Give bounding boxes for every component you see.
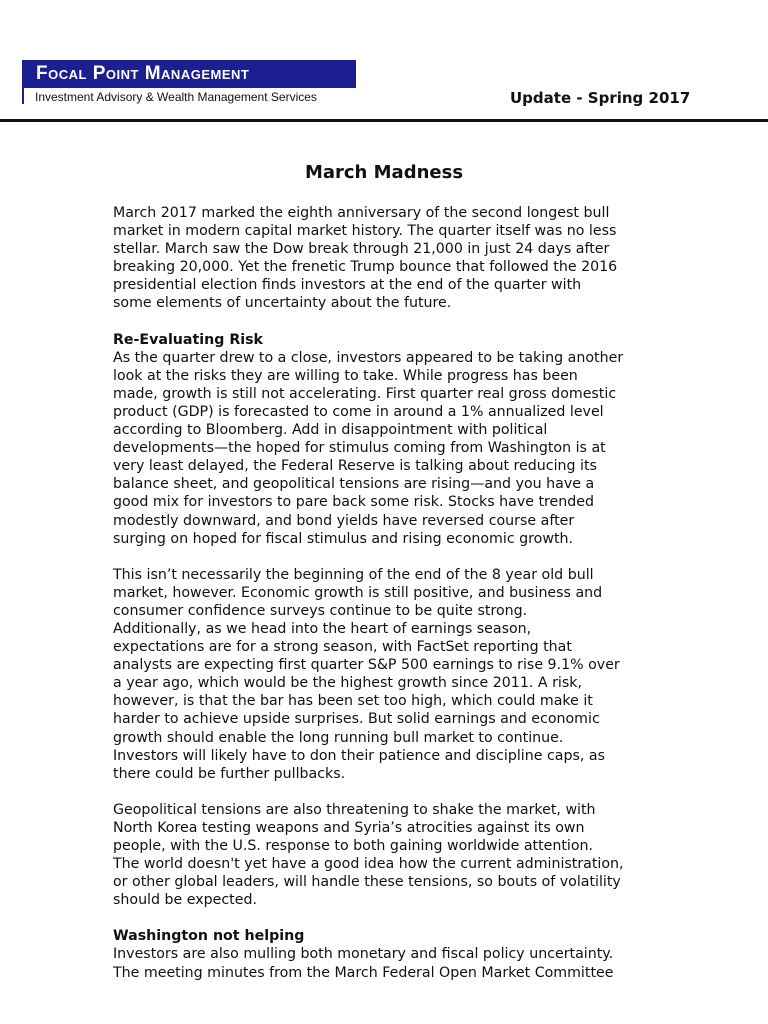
text-line: market, however. Economic growth is still positive, and business and <box>113 584 603 601</box>
text-line: consumer confidence surveys continue to be quite strong. <box>113 602 528 619</box>
company-tagline: Investment Advisory & Wealth Management Services <box>35 90 317 104</box>
update-label: Update - Spring 2017 <box>510 89 691 107</box>
text-line: developments—the hoped for stimulus coming from Washington is at <box>113 440 606 457</box>
text-line: growth should enable the long running bull market to continue. <box>113 729 564 746</box>
risk-paragraph-1 <box>113 349 661 548</box>
text-line: The world doesn't yet have a good idea how the current administration, <box>113 856 624 873</box>
text-line: presidential election finds investors at the end of the quarter with <box>113 277 582 294</box>
text-line: Additionally, as we head into the heart of earnings season, <box>113 620 532 637</box>
text-line: however, is that the bar has been set too high, which could make it <box>113 693 593 710</box>
article-title: March Madness <box>304 162 464 183</box>
risk-paragraph-2 <box>113 566 661 783</box>
article-body <box>113 204 661 982</box>
text-line: March 2017 marked the eighth anniversary of the second longest bull <box>113 205 610 221</box>
text-line: Investors are also mulling both monetary and fiscal policy uncertainty. <box>113 946 614 963</box>
text-line: some elements of uncertainty about the future. <box>113 295 452 312</box>
text-line: market in modern capital market history. The quarter itself was no less <box>113 223 617 240</box>
text-line: surging on hoped for fiscal stimulus and rising economic growth. <box>113 530 574 547</box>
text-line: As the quarter drew to a close, investors appeared to be taking another <box>113 349 624 366</box>
text-line: The meeting minutes from the March Federal Open Market Committee <box>113 964 614 981</box>
text-line: Geopolitical tensions are also threatening to shake the market, with <box>113 801 596 818</box>
text-line: product (GDP) is forecasted to come in around a 1% annualized level <box>113 403 604 420</box>
text-line: analysts are expecting first quarter S&P 500 earnings to rise 9.1% over <box>113 657 620 674</box>
text-line: expectations are for a strong season, with FactSet reporting that <box>113 639 572 656</box>
text-line: a year ago, which would be the highest growth since 2011. A risk, <box>113 675 582 692</box>
text-line: harder to achieve upside surprises. But solid earnings and economic <box>113 711 600 728</box>
text-line: according to Bloomberg. Add in disappointment with political <box>113 422 548 439</box>
text-line: made, growth is still not accelerating. First quarter real gross domestic <box>113 385 617 402</box>
text-line: This isn’t necessarily the beginning of the end of the 8 year old bull <box>113 566 594 583</box>
text-line: North Korea testing weapons and Syria’s atrocities against its own <box>113 819 585 836</box>
text-line: stellar. March saw the Dow break through 21,000 in just 24 days after <box>113 241 610 258</box>
section-heading-washington: Washington not helping <box>113 928 305 945</box>
text-line: breaking 20,000. Yet the frenetic Trump bounce that followed the 2016 <box>113 259 618 276</box>
risk-paragraph-3 <box>113 801 661 910</box>
text-line: people, with the U.S. response to both gaining worldwide attention. <box>113 838 594 854</box>
section-heading-risk: Re-Evaluating Risk <box>113 331 263 348</box>
text-line: there could be further pullbacks. <box>113 765 346 782</box>
company-name: Focal Point Management <box>36 63 250 84</box>
intro-paragraph <box>113 204 661 313</box>
text-line: good mix for investors to pare back some risk. Stocks have trended <box>113 494 594 511</box>
company-logo <box>22 60 356 88</box>
text-line: modestly downward, and bond yields have reversed course after <box>113 512 575 529</box>
washington-paragraph-1 <box>113 945 661 981</box>
text-line: Investors will likely have to don their patience and discipline caps, as <box>113 747 605 764</box>
text-line: or other global leaders, will handle these tensions, so bouts of volatility <box>113 874 621 891</box>
header-divider <box>0 119 768 122</box>
text-line: very least delayed, the Federal Reserve is talking about reducing its <box>113 458 597 475</box>
text-line: balance sheet, and geopolitical tensions are rising—and you have a <box>113 476 595 493</box>
text-line: look at the risks they are willing to take. While progress has been <box>113 367 578 384</box>
logo-accent-rule <box>22 88 24 104</box>
text-line: should be expected. <box>113 892 257 909</box>
